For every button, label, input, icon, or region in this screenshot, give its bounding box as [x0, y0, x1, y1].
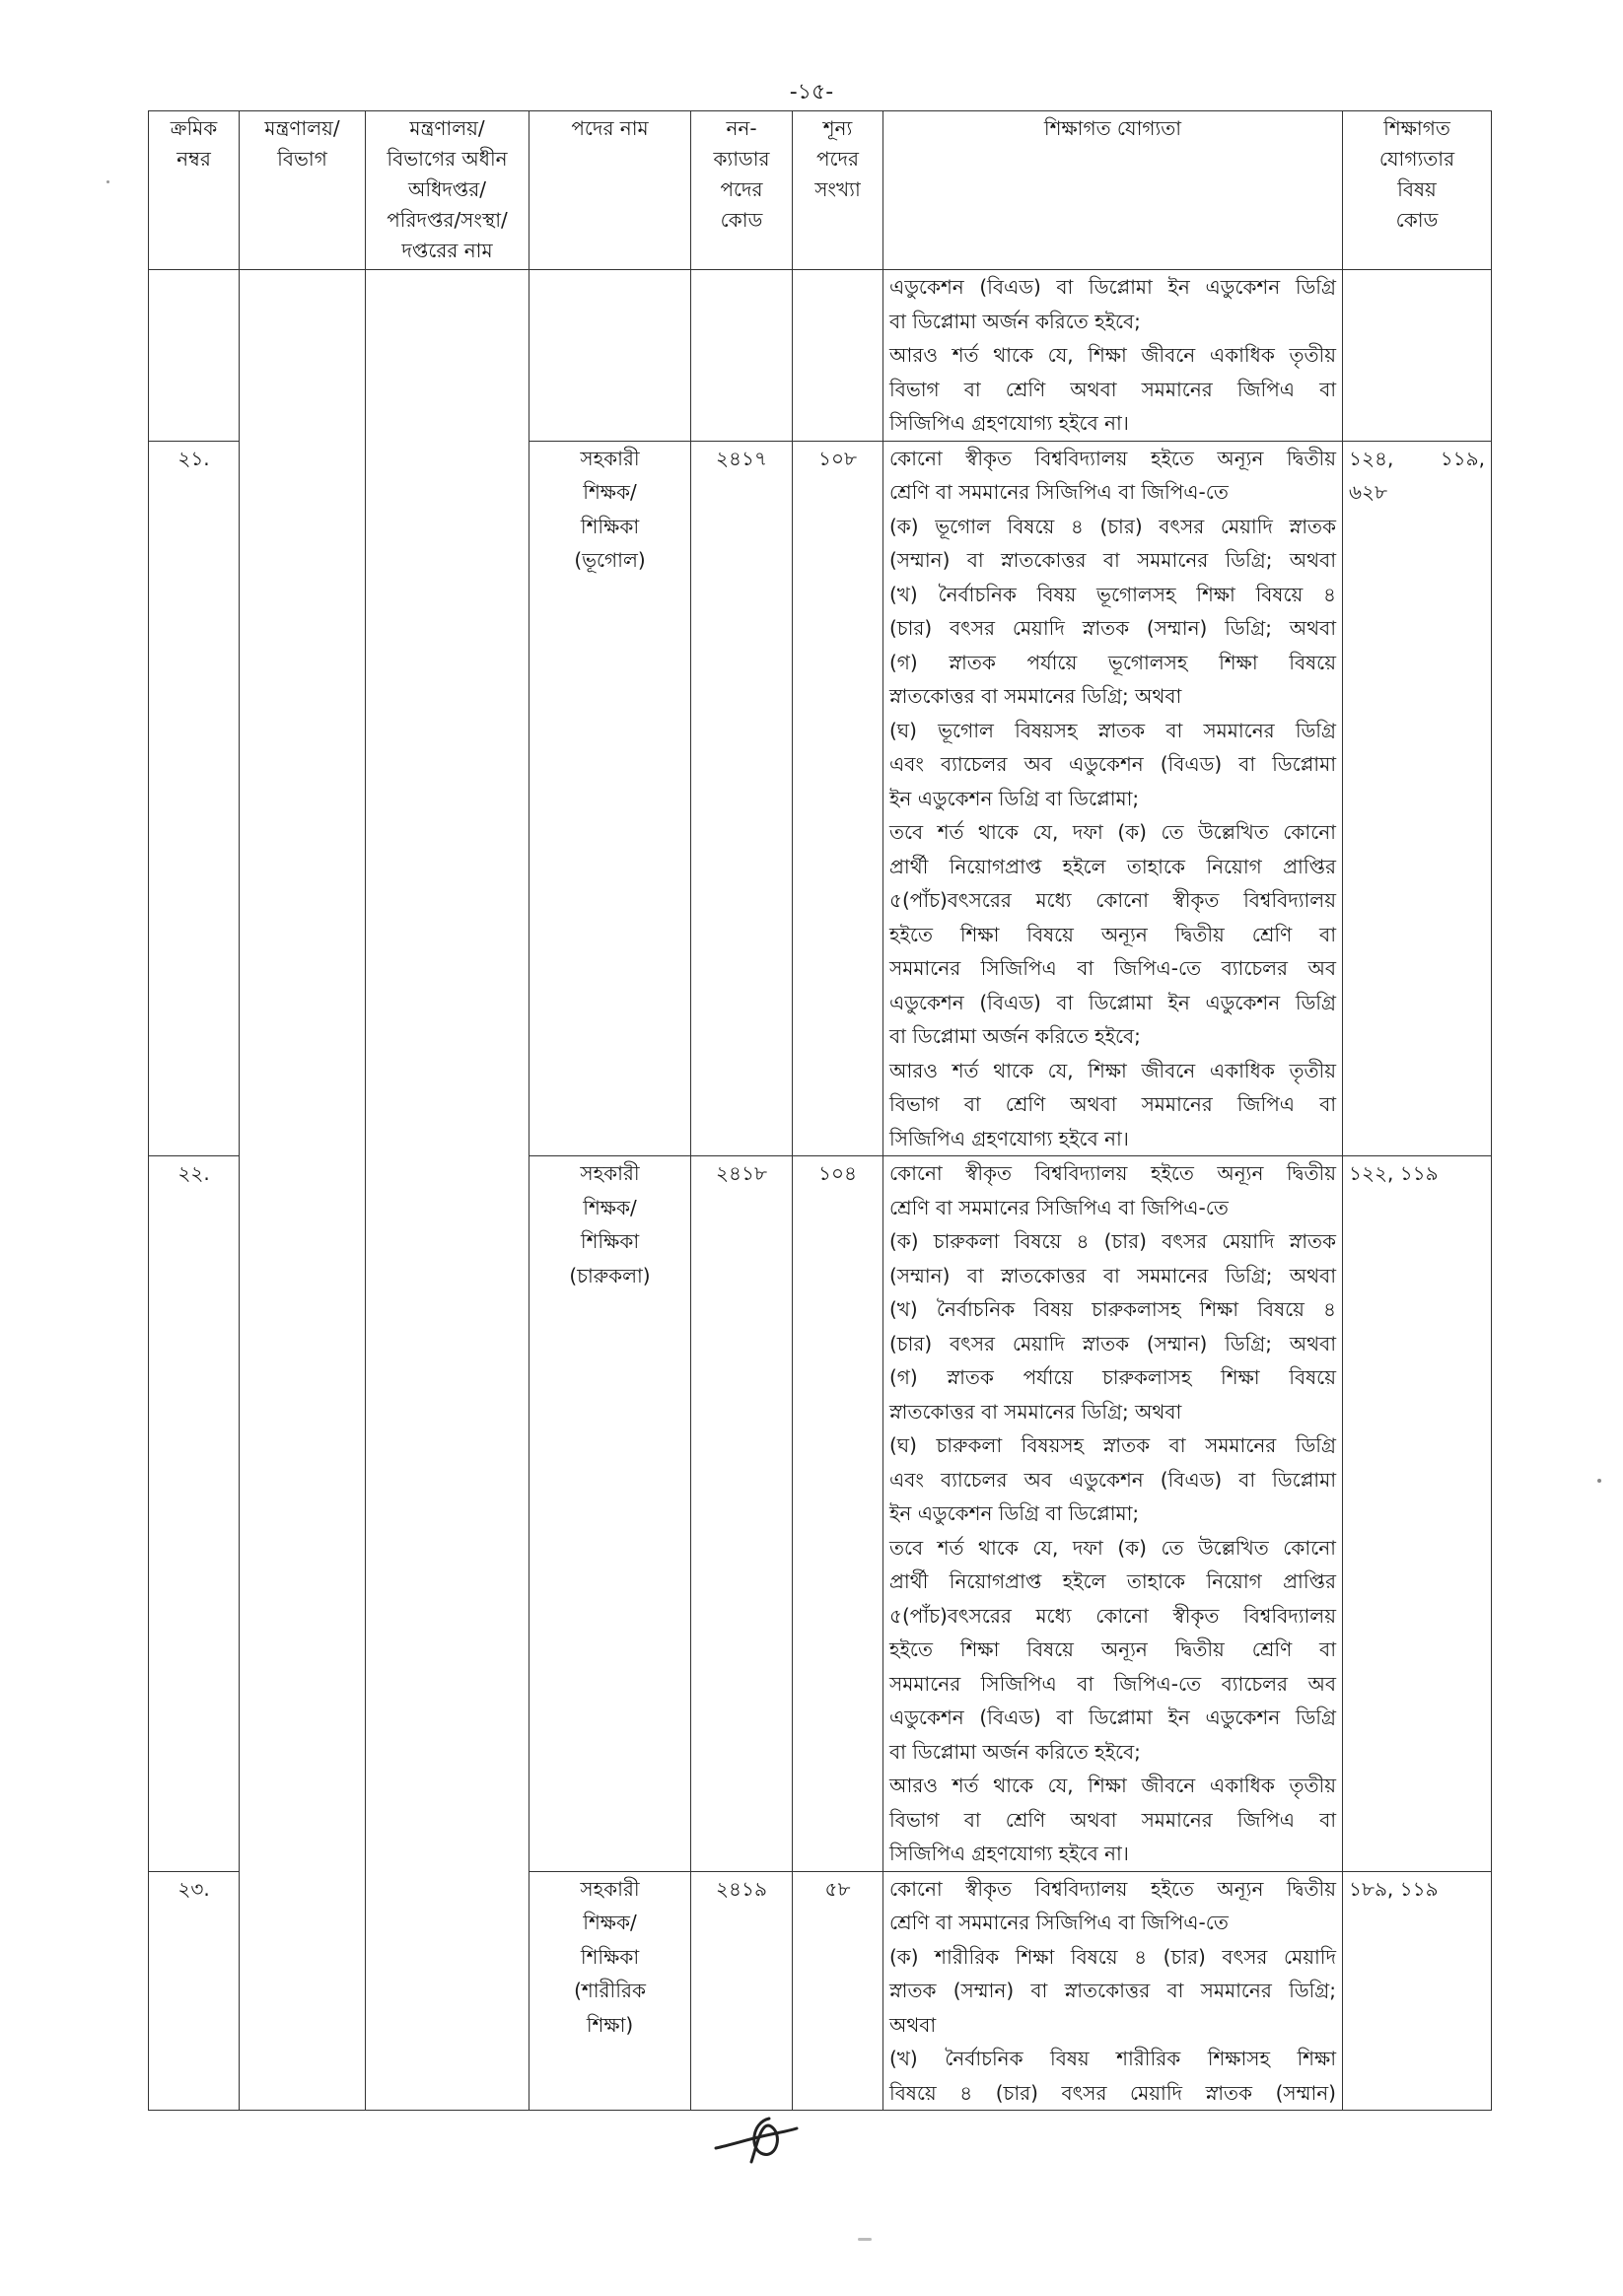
qualification-line: স্নাতকোত্তর বা সমমানের ডিগ্রি; অথবা	[889, 684, 1182, 708]
header-post-code	[691, 111, 793, 270]
header-line: পদের	[720, 177, 763, 201]
cell-department	[366, 270, 529, 2111]
qualification-line: (ক) শারীরিক শিক্ষা বিষয়ে ৪ (চার) বৎসর মেয়াদি	[889, 1944, 1336, 1969]
qualification-line: অথবা	[889, 2012, 937, 2037]
header-row	[149, 111, 1492, 270]
subject-code-line: ১৮৯, ১১৯	[1349, 1876, 1439, 1901]
qualification-line: এডুকেশন (বিএড) বা ডিপ্লোমা ইন এডুকেশন ডিগ্রি	[889, 275, 1336, 299]
header-line: ক্যাডার	[713, 147, 770, 171]
qualification-line: বিভাগ বা শ্রেণি অথবা সমমানের জিপিএ বা	[889, 1807, 1336, 1832]
qualification-line: তবে শর্ত থাকে যে, দফা (ক) তে উল্লেখিত কোনো	[889, 820, 1336, 844]
qualification-line: শ্রেণি বা সমমানের সিজিপিএ বা জিপিএ-তে	[889, 1195, 1229, 1219]
qualification-line: (খ) নৈর্বাচনিক বিষয় ভূগোলসহ শিক্ষা বিষয়ে ৪	[889, 582, 1336, 606]
qualification-line: বিভাগ বা শ্রেণি অথবা সমমানের জিপিএ বা	[889, 1092, 1336, 1116]
qualification-line: হইতে শিক্ষা বিষয়ে অন্যূন দ্বিতীয় শ্রেণি বা	[889, 922, 1336, 946]
qualification-line: আরও শর্ত থাকে যে, শিক্ষা জীবনে একাধিক তৃতীয়	[889, 343, 1336, 367]
cell-post-name	[529, 1871, 691, 2111]
cell-subject-code	[1343, 441, 1492, 1156]
header-line: শিক্ষাগত	[1383, 116, 1450, 140]
cell-vacancies: ৫৮	[793, 1871, 883, 2111]
cell-vacancies	[793, 270, 883, 442]
qualification-line: স্নাতক (সম্মান) বা স্নাতকোত্তর বা সমমানের ডিগ্রি;	[889, 1979, 1336, 2002]
qualification-line: ইন এডুকেশন ডিগ্রি বা ডিপ্লোমা;	[889, 1501, 1140, 1525]
qualification-line: বিভাগ বা শ্রেণি অথবা সমমানের জিপিএ বা	[889, 377, 1336, 401]
qualification-line: বা ডিপ্লোমা অর্জন করিতে হইবে;	[889, 309, 1141, 333]
qualification-line: কোনো স্বীকৃত বিশ্ববিদ্যালয় হইতে অন্যূন দ্বিতীয়	[889, 1161, 1336, 1185]
header-line: শিক্ষাগত যোগ্যতা	[1043, 116, 1182, 140]
cell-qualification	[883, 1156, 1343, 1872]
header-line: যোগ্যতার	[1378, 147, 1455, 171]
qualification-line: সমমানের সিজিপিএ বা জিপিএ-তে ব্যাচেলর অব	[889, 956, 1336, 980]
qualification-line: স্নাতকোত্তর বা সমমানের ডিগ্রি; অথবা	[889, 1399, 1182, 1424]
cell-post-code: ২৪১৯	[691, 1871, 793, 2111]
qualification-line: (ঘ) চারুকলা বিষয়সহ স্নাতক বা সমমানের ডিগ্রি	[889, 1433, 1336, 1457]
qualification-line: এডুকেশন (বিএড) বা ডিপ্লোমা ইন এডুকেশন ডিগ্রি	[889, 990, 1336, 1014]
cell-post-name	[529, 1156, 691, 1872]
scan-speck	[106, 180, 109, 183]
qualification-line: ৫(পাঁচ)বৎসরের মধ্যে কোনো স্বীকৃত বিশ্ববিদ্যালয়	[889, 888, 1336, 912]
header-post-name	[529, 111, 691, 270]
header-ministry	[240, 111, 366, 270]
subject-code-line: ১২২, ১১৯	[1349, 1161, 1439, 1185]
qualification-line: সমমানের সিজিপিএ বা জিপিএ-তে ব্যাচেলর অব	[889, 1671, 1336, 1696]
post-name-line: শিক্ষক/	[583, 1195, 637, 1219]
qualification-line: শ্রেণি বা সমমানের সিজিপিএ বা জিপিএ-তে	[889, 480, 1229, 504]
scan-speck	[858, 2238, 872, 2241]
header-line: কোড	[1395, 208, 1439, 232]
cell-ministry	[240, 270, 366, 2111]
qualification-line: ইন এডুকেশন ডিগ্রি বা ডিপ্লোমা;	[889, 786, 1140, 810]
qualification-line: (খ) নৈর্বাচনিক বিষয় শারীরিক শিক্ষাসহ শিক্ষা	[889, 2047, 1336, 2070]
cell-post-code: ২৪১৭	[691, 441, 793, 1156]
qualification-line: হইতে শিক্ষা বিষয়ে অন্যূন দ্বিতীয় শ্রেণি বা	[889, 1637, 1336, 1661]
header-line: পদের	[815, 147, 860, 171]
cell-serial: ২১.	[149, 441, 240, 1156]
post-name-line: শিক্ষক/	[583, 1911, 637, 1934]
qualification-line: (গ) স্নাতক পর্যায়ে ভূগোলসহ শিক্ষা বিষয়ে	[889, 650, 1336, 674]
cell-serial: ২৩.	[149, 1871, 240, 2111]
cell-subject-code	[1343, 1156, 1492, 1872]
post-name-line: সহকারী	[580, 1876, 640, 1901]
qualification-line: বিষয়ে ৪ (চার) বৎসর মেয়াদি স্নাতক (সম্মান)	[889, 2080, 1336, 2105]
post-name-line: (শারীরিক	[574, 1979, 646, 2002]
qualification-line: (খ) নৈর্বাচনিক বিষয় চারুকলাসহ শিক্ষা বিষয়ে ৪	[889, 1297, 1336, 1321]
header-line: কোড	[720, 208, 763, 232]
qualification-line: কোনো স্বীকৃত বিশ্ববিদ্যালয় হইতে অন্যূন দ্বিতীয়	[889, 446, 1336, 470]
cell-serial	[149, 270, 240, 442]
cell-serial: ২২.	[149, 1156, 240, 1872]
post-name-line: (ভূগোল)	[574, 548, 646, 572]
posts-table	[148, 110, 1492, 2111]
header-subject-code	[1343, 111, 1492, 270]
post-name-line: শিক্ষিকা	[580, 514, 640, 538]
header-serial	[149, 111, 240, 270]
qualification-line: (সম্মান) বা স্নাতকোত্তর বা সমমানের ডিগ্রি; অথবা	[889, 548, 1336, 572]
qualification-line: (চার) বৎসর মেয়াদি স্নাতক (সম্মান) ডিগ্রি; অথবা	[889, 616, 1336, 640]
qualification-line: সিজিপিএ গ্রহণযোগ্য হইবে না।	[889, 411, 1129, 435]
cell-qualification	[883, 270, 1343, 442]
qualification-line: (ঘ) ভূগোল বিষয়সহ স্নাতক বা সমমানের ডিগ্রি	[889, 718, 1336, 742]
header-line: ক্রমিক	[170, 116, 218, 140]
header-department	[366, 111, 529, 270]
cell-vacancies: ১০৪	[793, 1156, 883, 1872]
qualification-line: এবং ব্যাচেলর অব এডুকেশন (বিএড) বা ডিপ্লোমা	[889, 752, 1336, 776]
header-vacancies	[793, 111, 883, 270]
qualification-line: বা ডিপ্লোমা অর্জন করিতে হইবে;	[889, 1739, 1141, 1764]
header-line: পরিদপ্তর/সংস্থা/	[387, 208, 508, 232]
qualification-line: (ক) চারুকলা বিষয়ে ৪ (চার) বৎসর মেয়াদি স্নাতক	[889, 1229, 1336, 1253]
header-line: পদের নাম	[571, 116, 649, 140]
header-qualification	[883, 111, 1343, 270]
cell-qualification	[883, 1871, 1343, 2111]
subject-code-line: ৬২৮	[1349, 480, 1387, 504]
header-line: বিভাগের অধীন	[387, 147, 508, 171]
qualification-line: বা ডিপ্লোমা অর্জন করিতে হইবে;	[889, 1024, 1141, 1048]
qualification-line: প্রার্থী নিয়োগপ্রাপ্ত হইলে তাহাকে নিয়োগ প্রাপ্তির	[889, 1569, 1336, 1593]
cell-qualification	[883, 441, 1343, 1156]
qualification-line: তবে শর্ত থাকে যে, দফা (ক) তে উল্লেখিত কোনো	[889, 1535, 1336, 1560]
post-name-line: (চারুকলা)	[569, 1263, 651, 1287]
subject-code-line: ১২৪, ১১৯,	[1349, 446, 1485, 470]
header-line: নন-	[726, 116, 757, 140]
qualification-line: এবং ব্যাচেলর অব এডুকেশন (বিএড) বা ডিপ্লোমা	[889, 1467, 1336, 1492]
page-number: -১৫-	[789, 80, 834, 104]
header-line: বিষয়	[1397, 177, 1437, 201]
cell-post-code	[691, 270, 793, 442]
qualification-line: (গ) স্নাতক পর্যায়ে চারুকলাসহ শিক্ষা বিষয়ে	[889, 1365, 1336, 1389]
post-name-line: সহকারী	[580, 1161, 640, 1185]
header-line: সংখ্যা	[814, 177, 861, 201]
qualification-line: (সম্মান) বা স্নাতকোত্তর বা সমমানের ডিগ্রি; অথবা	[889, 1263, 1336, 1287]
header-line: নম্বর	[176, 147, 211, 171]
post-name-line: সহকারী	[580, 446, 640, 470]
continuation-row	[149, 270, 1492, 442]
cell-post-code: ২৪১৮	[691, 1156, 793, 1872]
header-line: বিভাগ	[277, 147, 327, 171]
qualification-line: আরও শর্ত থাকে যে, শিক্ষা জীবনে একাধিক তৃতীয়	[889, 1058, 1336, 1082]
post-name-line: শিক্ষিকা	[580, 1944, 640, 1969]
header-line: দপ্তরের নাম	[401, 239, 493, 262]
header-line: মন্ত্রণালয়/	[264, 116, 340, 140]
qualification-line: সিজিপিএ গ্রহণযোগ্য হইবে না।	[889, 1842, 1129, 1865]
qualification-line: এডুকেশন (বিএড) বা ডিপ্লোমা ইন এডুকেশন ডিগ্রি	[889, 1705, 1336, 1729]
qualification-line: ৫(পাঁচ)বৎসরের মধ্যে কোনো স্বীকৃত বিশ্ববিদ্যালয়	[889, 1603, 1336, 1628]
cell-vacancies: ১০৮	[793, 441, 883, 1156]
post-name-line: শিক্ষিকা	[580, 1229, 640, 1253]
cell-subject-code	[1343, 270, 1492, 442]
cell-post-name	[529, 441, 691, 1156]
qualification-line: শ্রেণি বা সমমানের সিজিপিএ বা জিপিএ-তে	[889, 1911, 1229, 1934]
signature-mark	[712, 2105, 801, 2174]
qualification-line: কোনো স্বীকৃত বিশ্ববিদ্যালয় হইতে অন্যূন দ্বিতীয়	[889, 1876, 1336, 1901]
header-line: শূন্য	[822, 116, 853, 140]
qualification-line: (চার) বৎসর মেয়াদি স্নাতক (সম্মান) ডিগ্রি; অথবা	[889, 1331, 1336, 1356]
post-name-line: শিক্ষক/	[583, 480, 637, 504]
qualification-line: আরও শর্ত থাকে যে, শিক্ষা জীবনে একাধিক তৃতীয়	[889, 1774, 1336, 1797]
header-line: অধিদপ্তর/	[408, 177, 486, 201]
cell-subject-code	[1343, 1871, 1492, 2111]
qualification-line: সিজিপিএ গ্রহণযোগ্য হইবে না।	[889, 1126, 1129, 1150]
qualification-line: প্রার্থী নিয়োগপ্রাপ্ত হইলে তাহাকে নিয়োগ প্রাপ্তির	[889, 854, 1336, 878]
cell-post-name	[529, 270, 691, 442]
scan-speck	[1597, 1479, 1601, 1483]
post-name-line: শিক্ষা)	[586, 2012, 634, 2037]
header-line: মন্ত্রণালয়/	[409, 116, 485, 140]
qualification-line: (ক) ভূগোল বিষয়ে ৪ (চার) বৎসর মেয়াদি স্নাতক	[889, 514, 1336, 538]
